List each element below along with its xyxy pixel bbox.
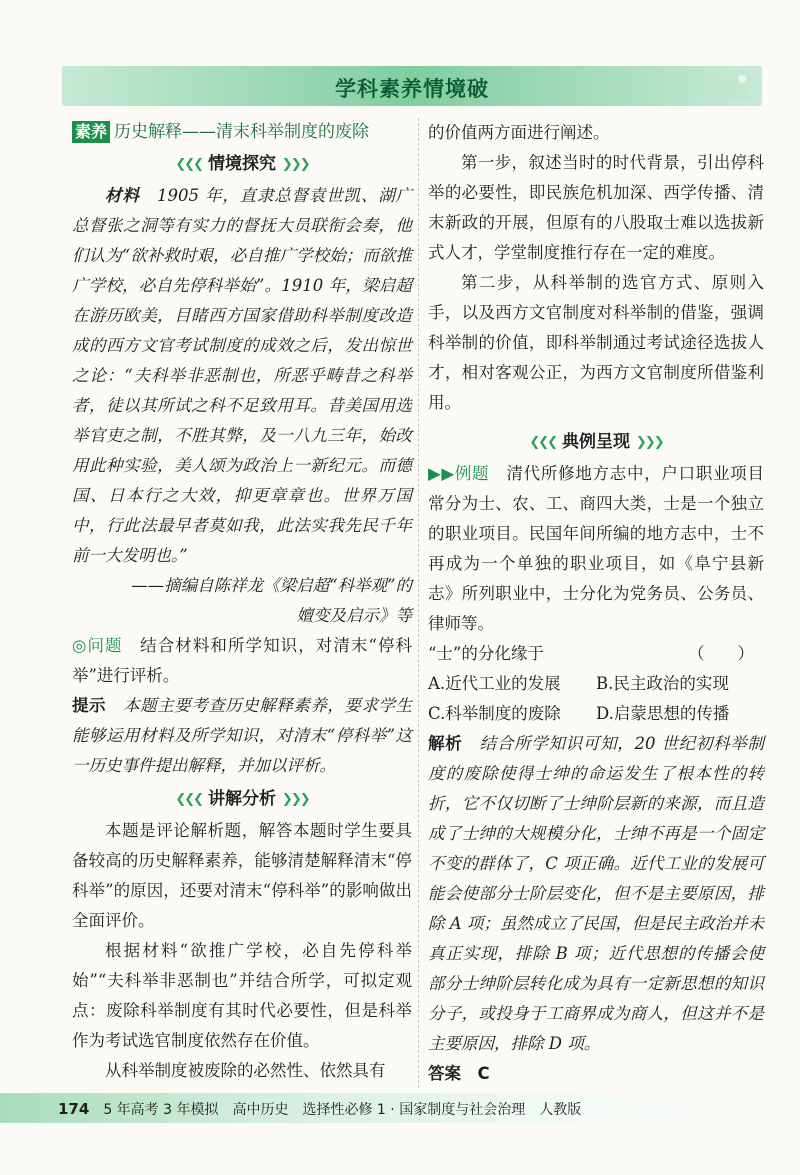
book-title: 5 年高考 3 年模拟 (103, 1102, 219, 1118)
example-tail: “士”的分化缘于 (428, 644, 544, 663)
source-line-2: 嬗变及启示》等 (296, 606, 412, 625)
subject: 高中历史 (232, 1102, 289, 1118)
question-paragraph (72, 631, 412, 691)
page-number: 174 (58, 1100, 90, 1118)
volume: 选择性必修 1 · 国家制度与社会治理 (302, 1102, 526, 1118)
topic-text: 历史解释——清末科举制度的废除 (114, 122, 370, 142)
example-label: 例题 (454, 464, 490, 483)
example-stem (428, 639, 764, 669)
explanation-label: 解析 (428, 734, 463, 753)
question-text: 结合材料和所学知识，对清末“停科举”进行评析。 (72, 636, 413, 685)
chevron-right-icon: ❯❯❯ (635, 435, 663, 450)
answer-label: 答案 (428, 1064, 461, 1083)
hint-paragraph (72, 691, 412, 781)
question-label: 问题 (87, 636, 123, 655)
question-icon: ◎ (72, 636, 88, 655)
section-heading-scenario (72, 150, 412, 179)
answer-value: C (477, 1064, 490, 1083)
material-paragraph (72, 181, 412, 571)
section-heading-analysis (72, 785, 412, 814)
hint-text: 本题主要考查历史解释素养，要求学生能够运用材料及所学知识，对清末“停科举”这一历史事件提出解释，并加以评析。 (72, 696, 413, 775)
mountain-decoration-icon (694, 70, 754, 102)
step-two-paragraph: 第二步，从科举制的选官方式、原则入手，以及西方文官制度对科举制的借鉴，强调科举制的价值，即科举制通过考试途径选拔人才，相对客观公正，为西方文官制度所借鉴利用。 (428, 273, 764, 412)
page-footer (58, 1099, 581, 1119)
chevron-right-icon: ❯❯❯ (281, 157, 309, 172)
analysis-paragraph-1: 本题是评论解析题，解答本题时学生要具备较高的历史解释素养，能够清楚解释清末“停科举”的原因，还要对清末“停科举”的影响做出全面评价。 (72, 821, 412, 930)
chevron-left-icon: ❮❮❮ (529, 435, 557, 450)
material-label: 材料 (105, 186, 140, 205)
section-title: 典例呈现 (562, 432, 630, 452)
section-banner (62, 66, 762, 106)
right-column (428, 118, 764, 1089)
column-divider (418, 118, 419, 1088)
banner-title: 学科素养情境破 (335, 77, 489, 101)
option-b: B.民主政治的实现 (596, 674, 729, 693)
option-c: C.科举制度的废除 (428, 704, 561, 723)
example-paragraph (428, 459, 764, 639)
section-heading-example (428, 428, 764, 457)
chevron-left-icon: ❮❮❮ (175, 792, 203, 807)
section-title: 情境探究 (208, 154, 276, 174)
example-arrow-icon: ▶▶ (428, 464, 455, 483)
answer-line (428, 1059, 764, 1089)
left-column (72, 118, 412, 1086)
option-d: D.启蒙思想的传播 (596, 704, 730, 723)
options-row-2 (428, 699, 764, 729)
material-text: 1905 年，直隶总督袁世凯、湖广总督张之洞等有实力的督抚大员联衔会奏，他们认为“欲补救时艰，必自推广学校始；而欲推广学校，必自先停科举始”。1910 年，梁启超在游历欧美，目睹西方国家借助科举制度改造成的西方文官考试制度的成效之后，发出惊世之论：“夫科举非恶制也，所恶乎畴昔之科举者，徒以其所试之科不足致用耳。昔美国用选举官吏之制，不胜其弊，及一八九三年，始改用此种实验，美人颂为政治上一新纪元。而德国、日本行之大效，抑更章章也。世界万国中，行此法最早者莫如我，此法实我先民千年前一大发明也。” (72, 186, 413, 565)
analysis-paragraph-2: 根据材料“欲推广学校，必自先停科举始”“夫科举非恶制也”并结合所学，可拟定观点：废除科举制度有其时代必要性，但是科举作为考试选官制度依然存在价值。 (72, 941, 412, 1050)
example-text: 清代所修地方志中，户口职业项目常分为士、农、工、商四大类，士是一个独立的职业项目。民国年间所编的地方志中，士不再成为一个单独的职业项目，如《阜宁县新志》所列职业中，士分化为党务员、公务员、律师等。 (428, 464, 764, 633)
chevron-right-icon: ❯❯❯ (281, 792, 309, 807)
step-one-paragraph: 第一步，叙述当时的时代背景，引出停科举的必要性，即民族危机加深、西学传播、清末新政的开展，但原有的八股取士难以选拔新式人才，学堂制度推行存在一定的难度。 (428, 153, 764, 262)
options-row-1 (428, 669, 764, 699)
section-title: 讲解分析 (208, 789, 276, 809)
topic-badge: 素养 (72, 121, 110, 143)
analysis-paragraph-3: 从科举制度被废除的必然性、依然具有 (105, 1061, 386, 1080)
option-a: A.近代工业的发展 (428, 674, 561, 693)
source-line-1: ——摘编自陈祥龙《梁启超“科举观”的 (131, 576, 412, 595)
continued-paragraph: 的价值两方面进行阐述。 (428, 123, 610, 142)
hint-label: 提示 (72, 696, 107, 715)
edition: 人教版 (539, 1102, 582, 1118)
explanation-text: 结合所学知识可知，20 世纪初科举制度的废除使得士绅的命运发生了根本性的转折，它不仅切断了士绅阶层新的来源，而且造成了士绅的大规模分化，士绅不再是一个固定不变的群体了，C 项正确。近代工业的发展可能会使部分士阶层变化，但不是主要原因，排除 A 项；虽然成立了民国，但是民主政治并未真正实现，排除 B 项；近代思想的传播会使部分士绅阶层转化成为具有一定新思想的知识分子，或投身于工商界成为商人，但这并不是主要原因，排除 D 项。 (428, 734, 765, 1053)
answer-blank: （ ） (688, 644, 754, 663)
explanation-paragraph (428, 729, 764, 1059)
chevron-left-icon: ❮❮❮ (175, 157, 203, 172)
topic-heading (72, 118, 412, 146)
